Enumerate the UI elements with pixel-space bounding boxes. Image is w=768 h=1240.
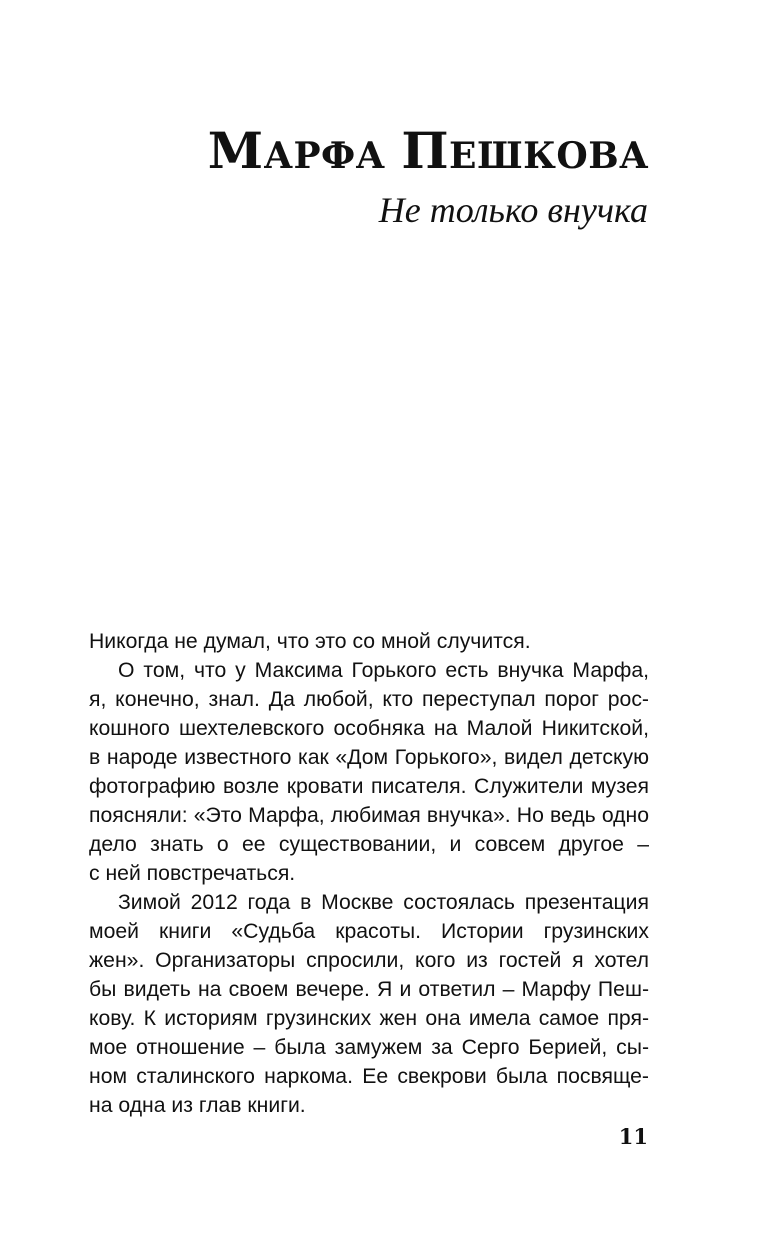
text-line: ном сталинского наркома. Ее свекрови была посвяще-: [89, 1065, 649, 1088]
text-line: я, конечно, знал. Да любой, кто переступал порог рос-: [89, 688, 649, 711]
chapter-title: [207, 121, 649, 180]
text-line: О том, что у Максима Горького есть внучка Марфа,: [118, 659, 649, 682]
text-line: в народе известного как «Дом Горького», видел детскую: [89, 746, 649, 769]
text-line: жен». Организаторы спросили, кого из гостей я хотел: [89, 949, 649, 972]
text-line: кошного шехтелевского особняка на Малой Никитской,: [89, 717, 649, 740]
text-line: бы видеть на своем вечере. Я и ответил – Марфу Пеш-: [89, 978, 649, 1001]
text-line: Никогда не думал, что это со мной случится.: [89, 630, 531, 653]
title-initial-first: М: [207, 121, 264, 180]
title-rest-second: ЕШКОВА: [449, 135, 649, 177]
title-rest-first: АРФА: [263, 135, 386, 177]
text-line: моей книги «Судьба красоты. Истории грузинских: [89, 920, 649, 943]
chapter-subtitle: Не только внучка: [378, 190, 648, 230]
text-line: поясняли: «Это Марфа, любимая внучка». Но ведь одно: [89, 804, 649, 827]
text-line: фотографию возле кровати писателя. Служители музея: [89, 775, 649, 798]
page-number: 11: [618, 1124, 648, 1149]
text-line: на одна из глав книги.: [89, 1094, 306, 1117]
title-initial-second: П: [401, 121, 450, 180]
body-text: [89, 627, 649, 1120]
text-line: мое отношение – была замужем за Серго Берией, сы-: [89, 1036, 649, 1059]
text-line: Зимой 2012 года в Москве состоялась презентация: [118, 891, 649, 914]
text-line: с ней повстречаться.: [89, 862, 296, 885]
text-line: дело знать о ее существовании, и совсем другое –: [89, 833, 649, 856]
text-line: кову. К историям грузинских жен она имела самое пря-: [89, 1007, 649, 1030]
